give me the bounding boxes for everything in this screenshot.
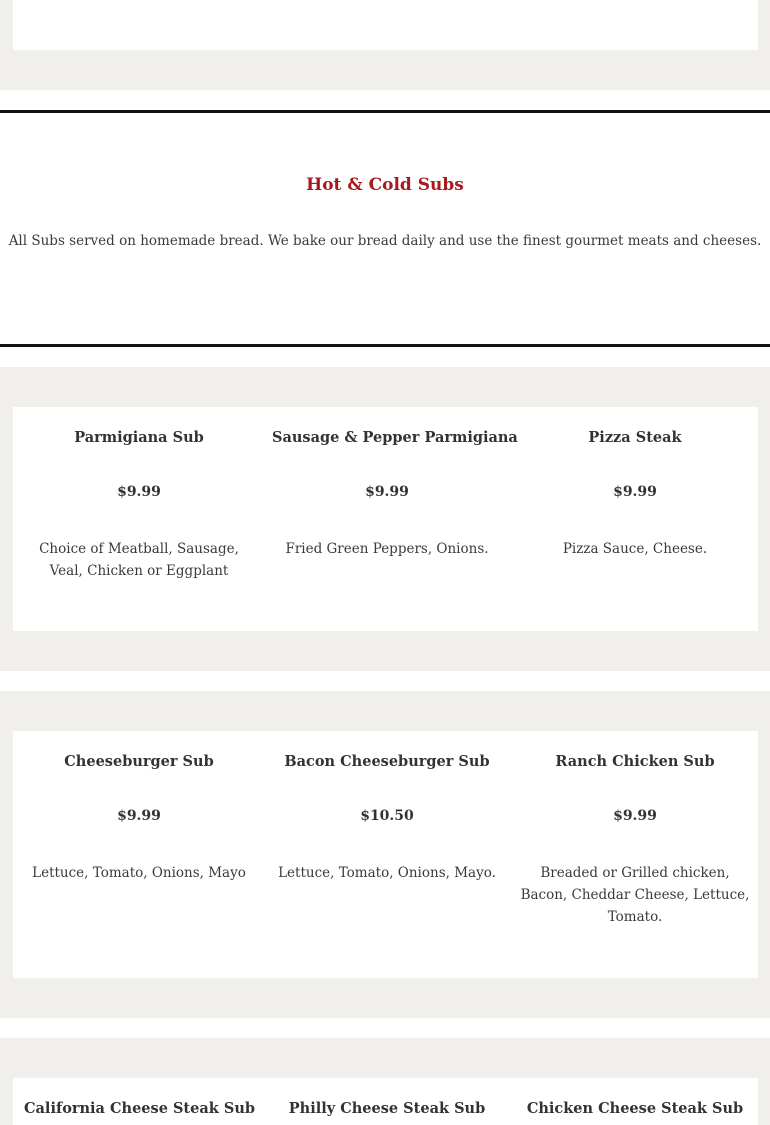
- menu-item-price: $9.99: [365, 484, 409, 500]
- menu-item-description: Lettuce, Tomato, Onions, Mayo.: [278, 865, 496, 881]
- previous-section-card: [13, 0, 758, 50]
- menu-item-price: $9.99: [117, 808, 161, 824]
- menu-item-name: Bacon Cheeseburger Sub: [284, 753, 490, 770]
- menu-item-description: Choice of Meatball, Sausage, Veal, Chicken or Eggplant: [39, 541, 239, 579]
- menu-item-name: California Cheese Steak Sub: [24, 1100, 256, 1117]
- menu-row-3-card: [13, 1078, 758, 1125]
- menu-item-description: Breaded or Grilled chicken, Bacon, Cheddar Cheese, Lettuce, Tomato.: [520, 865, 750, 925]
- menu-item-name: Chicken Cheese Steak Sub: [526, 1100, 744, 1117]
- menu-item-name: Parmigiana Sub: [74, 429, 204, 446]
- menu-item-price: $9.99: [117, 484, 161, 500]
- menu-item-name: Sausage & Pepper Parmigiana: [272, 429, 518, 446]
- menu-row-2-card: [13, 731, 758, 978]
- menu-item-price: $9.99: [613, 484, 657, 500]
- menu-item-name: Philly Cheese Steak Sub: [288, 1100, 486, 1117]
- menu-item-price: $10.50: [360, 808, 414, 824]
- menu-item-price: $9.99: [613, 808, 657, 824]
- menu-item-description: Fried Green Peppers, Onions.: [285, 541, 489, 557]
- menu-item-name: Cheeseburger Sub: [64, 753, 214, 770]
- menu-item-name: Ranch Chicken Sub: [555, 753, 715, 770]
- menu-item-description: Lettuce, Tomato, Onions, Mayo: [32, 865, 246, 881]
- menu-row-1-card: [13, 407, 758, 631]
- section-title: Hot & Cold Subs: [306, 175, 464, 195]
- section-bottom-rule: [0, 344, 770, 347]
- menu-item-description: Pizza Sauce, Cheese.: [562, 541, 708, 557]
- menu-item-name: Pizza Steak: [588, 429, 682, 446]
- section-top-rule: [0, 110, 770, 113]
- section-description: All Subs served on homemade bread. We bake our bread daily and use the finest gourmet meats and cheeses.: [8, 233, 762, 249]
